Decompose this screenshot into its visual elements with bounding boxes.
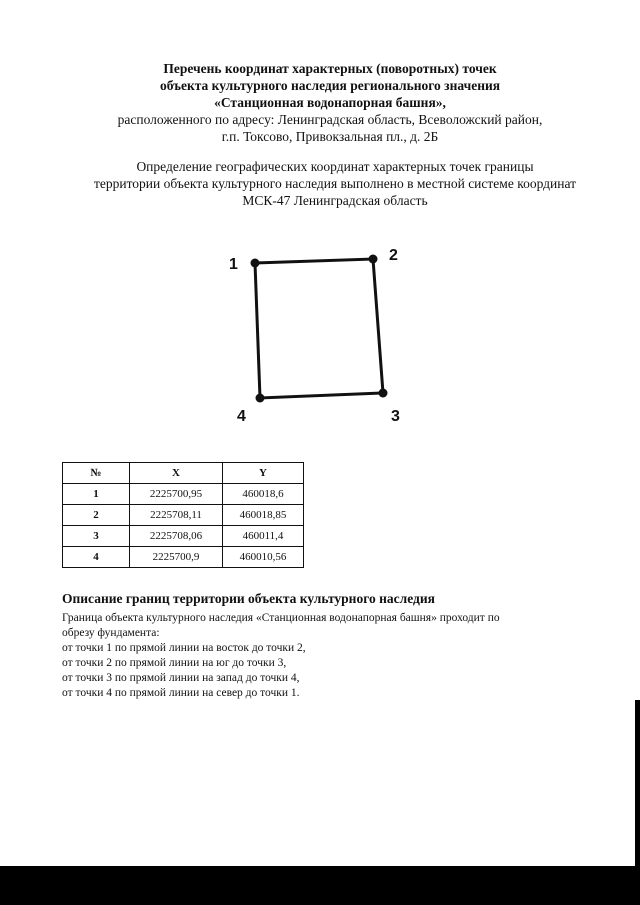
cell-num: 1 [63, 484, 130, 505]
cell-x: 2225708,11 [130, 505, 223, 526]
boundary-point-2 [369, 255, 378, 264]
column-header-y: Y [223, 463, 304, 484]
description-line-5: от точки 3 по прямой линии на запад до точки 4, [62, 672, 300, 684]
boundary-point-1 [251, 259, 260, 268]
coordinates-table [62, 462, 304, 568]
header-address-line-1: расположенного по адресу: Ленинградская область, Всеволожский район, [117, 112, 543, 127]
point-label-1: 1 [229, 256, 238, 273]
point-label-4: 4 [237, 408, 246, 425]
cell-x: 2225700,9 [130, 547, 223, 568]
description-line-2: обрезу фундамента: [62, 627, 160, 639]
point-label-2: 2 [389, 247, 398, 264]
boundary-point-3 [379, 389, 388, 398]
header-address-line-2: г.п. Токсово, Привокзальная пл., д. 2Б [221, 129, 439, 144]
point-label-3: 3 [391, 408, 400, 425]
column-header-x: X [130, 463, 223, 484]
description-title: Описание границ территории объекта культурного наследия [62, 591, 435, 606]
cell-x: 2225708,06 [130, 526, 223, 547]
description-line-3: от точки 1 по прямой линии на восток до точки 2, [62, 642, 306, 654]
cell-num: 4 [63, 547, 130, 568]
table-header-row [63, 463, 304, 484]
table-row [63, 547, 304, 568]
column-header-num: № [63, 463, 130, 484]
table-row [63, 505, 304, 526]
scan-edge-shadow [635, 700, 640, 870]
description-line-6: от точки 4 по прямой линии на север до точки 1. [62, 687, 300, 699]
cell-num: 2 [63, 505, 130, 526]
table-row [63, 484, 304, 505]
description-text [62, 611, 612, 701]
intro-line-2: территории объекта культурного наследия выполнено в местной системе координат [93, 176, 577, 191]
header-title-line-3: «Станционная водонапорная башня», [214, 95, 446, 110]
description-line-4: от точки 2 по прямой линии на юг до точки 3, [62, 657, 287, 669]
boundary-point-4 [256, 394, 265, 403]
cell-y: 460018,85 [223, 505, 304, 526]
cell-y: 460011,4 [223, 526, 304, 547]
header-title-line-2: объекта культурного наследия регионального значения [159, 78, 501, 93]
cell-x: 2225700,95 [130, 484, 223, 505]
scan-bottom-border [0, 866, 640, 905]
cell-y: 460018,6 [223, 484, 304, 505]
description-line-1: Граница объекта культурного наследия «Станционная водонапорная башня» проходит по [62, 612, 500, 624]
intro-line-3: МСК-47 Ленинградская область [242, 193, 428, 208]
table-row [63, 526, 304, 547]
cell-num: 3 [63, 526, 130, 547]
intro-line-1: Определение географических координат характерных точек границы [136, 159, 534, 174]
boundary-polygon [255, 259, 383, 398]
header-title-line-1: Перечень координат характерных (поворотных) точек [163, 61, 497, 76]
cell-y: 460010,56 [223, 547, 304, 568]
